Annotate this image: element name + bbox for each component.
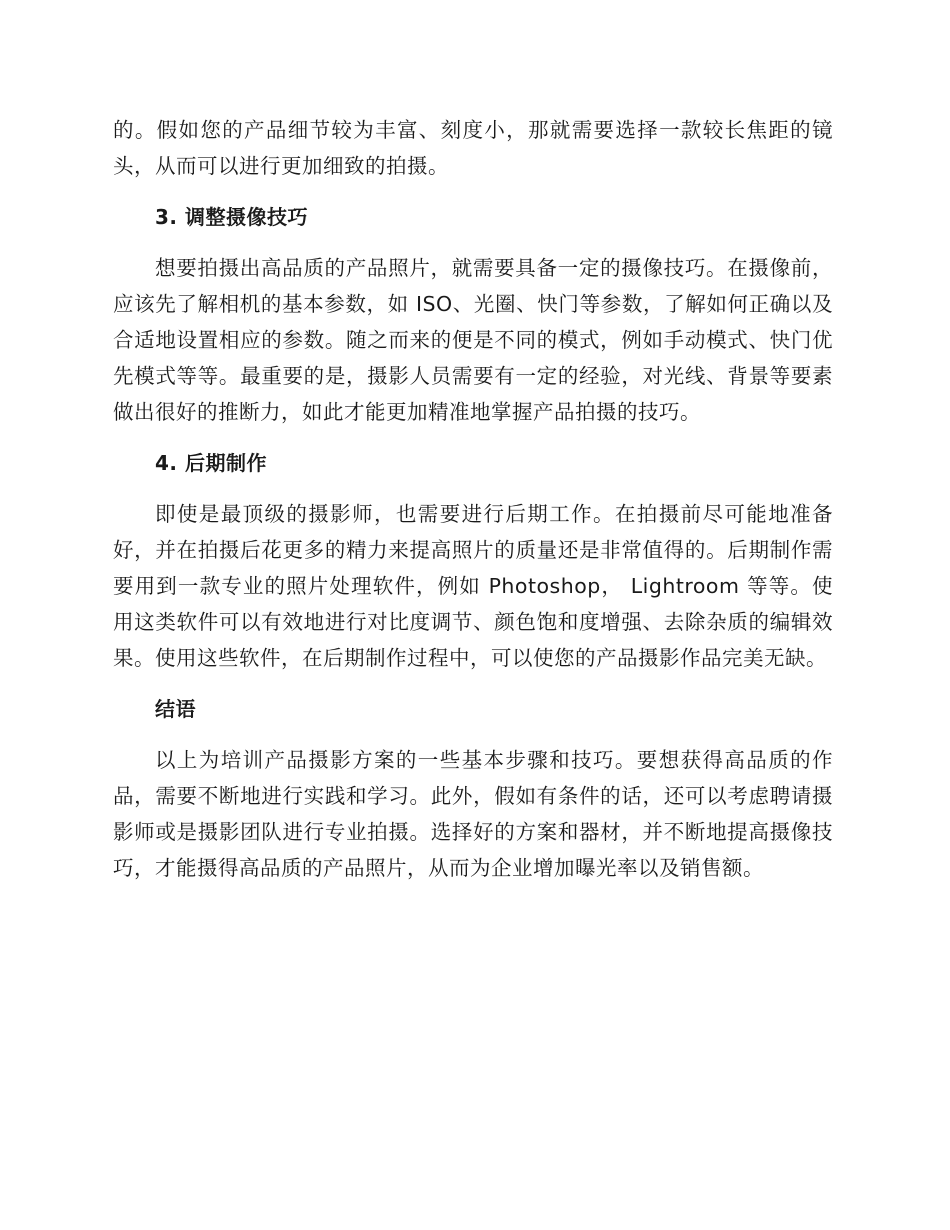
section-heading-post-production: 4. 后期制作 — [155, 451, 267, 475]
paragraph-post-production: 即使是最顶级的摄影师，也需要进行后期工作。在拍摄前尽可能地准备好，并在拍摄后花更多的精力来提高照片的质量还是非常值得的。后期制作需要用到一款专业的照片处理软件，例如 Photoshop， Lightroom 等等。使用这类软件可以有效地进行对比度调节、颜色饱和度增强、去除杂质的编辑效果。使用这些软件，在后期制作过程中，可以使您的产品摄影作品完美无缺。 — [113, 502, 833, 670]
document-body — [113, 112, 833, 901]
section-heading-conclusion: 结语 — [155, 697, 196, 721]
paragraph-camera-skills: 想要拍摄出高品质的产品照片，就需要具备一定的摄像技巧。在摄像前，应该先了解相机的基本参数，如 ISO、光圈、快门等参数，了解如何正确以及合适地设置相应的参数。随之而来的便是不同的模式，例如手动模式、快门优先模式等等。最重要的是，摄影人员需要有一定的经验，对光线、背景等要素做出很好的推断力，如此才能更加精准地掌握产品拍摄的技巧。 — [113, 256, 833, 424]
paragraph-intro-continuation: 的。假如您的产品细节较为丰富、刻度小，那就需要选择一款较长焦距的镜头，从而可以进行更加细致的拍摄。 — [113, 118, 833, 178]
paragraph-conclusion: 以上为培训产品摄影方案的一些基本步骤和技巧。要想获得高品质的作品，需要不断地进行实践和学习。此外，假如有条件的话，还可以考虑聘请摄影师或是摄影团队进行专业拍摄。选择好的方案和器材，并不断地提高摄像技巧，才能摄得高品质的产品照片，从而为企业增加曝光率以及销售额。 — [113, 748, 833, 880]
section-heading-adjust-camera-skills: 3. 调整摄像技巧 — [155, 205, 308, 229]
